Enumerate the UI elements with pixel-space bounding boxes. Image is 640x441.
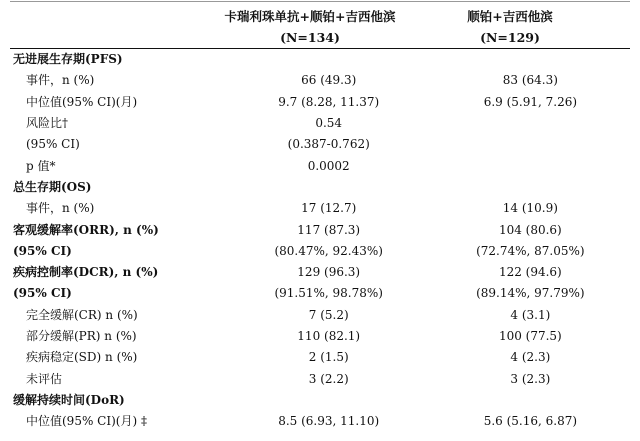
row-label: 缓解持续时间(DoR) [13,392,125,407]
treatment-value: 110 (82.1) [297,329,361,343]
row-label: 中位值(95% CI)(月) [26,94,138,109]
treatment-value: 9.7 (8.28, 11.37) [278,94,380,109]
row-label: (95% CI) [13,286,72,301]
row-label: 总生存期(OS) [13,179,92,194]
control-value: 83 (64.3) [502,73,558,88]
section-row [10,390,630,411]
table-row [10,113,630,134]
header-control-arm-name: 顺铂+吉西他滨 [467,9,553,24]
treatment-value: 66 (49.3) [301,73,357,88]
header-treatment-arm-name: 卡瑞利珠单抗+顺铂+吉西他滨 [224,9,396,24]
header-control-arm-n: (N=129) [480,30,540,45]
row-label: 事件，n (%) [26,201,95,216]
row-label: 疾病稳定(SD) n (%) [26,350,138,365]
table-header [0,6,640,50]
treatment-value: 8.5 (6.93, 11.10) [278,414,380,429]
efficacy-table [10,49,630,432]
table-row [10,368,630,389]
control-value [431,390,630,411]
row-label: 疾病控制率(DCR), n (%) [13,265,159,280]
control-value [431,177,630,198]
control-value [431,113,630,134]
control-value [431,49,630,70]
row-label: (95% CI) [26,137,80,152]
treatment-value: (91.51%, 98.78%) [274,286,383,301]
row-label: 事件，n (%) [26,73,95,88]
control-value: 122 (94.6) [498,265,562,280]
treatment-value [227,390,431,411]
header-treatment-arm-n: (N=134) [280,30,340,45]
row-label: 中位值(95% CI)(月) ‡ [26,414,147,429]
table-row [10,92,630,113]
table-row [10,198,630,219]
control-value: 100 (77.5) [498,329,562,343]
control-value: 6.9 (5.91, 7.26) [483,94,578,109]
treatment-value: (80.47%, 92.43%) [274,243,383,258]
treatment-value: 117 (87.3) [297,222,361,237]
treatment-value: 2 (1.5) [308,350,349,365]
control-value: 3 (2.3) [510,371,551,386]
treatment-value [227,177,431,198]
row-label: (95% CI) [13,243,72,258]
row-label: 无进展生存期(PFS) [13,52,123,67]
control-value: 4 (3.1) [510,307,551,322]
table-row [10,347,630,368]
table-row [10,219,630,240]
row-label: p 值* [26,158,56,173]
row-label: 部分缓解(PR) n (%) [26,329,137,343]
header-control-arm [420,6,600,48]
treatment-value: 0.0002 [307,158,350,173]
treatment-value: 3 (2.2) [308,371,349,386]
control-value: 104 (80.6) [498,222,562,237]
row-label: 完全缓解(CR) n (%) [26,307,138,322]
control-value: (72.74%, 87.05%) [476,243,585,258]
header-treatment-arm [205,6,415,48]
table-row [10,262,630,283]
treatment-value: 129 (96.3) [297,265,361,280]
table-row [10,283,630,304]
table-row [10,411,630,432]
top-rule [10,1,630,2]
table-row [10,155,630,176]
section-row [10,49,630,70]
control-value: 14 (10.9) [502,201,558,216]
control-value: 4 (2.3) [510,350,551,365]
treatment-value: 0.54 [315,116,343,131]
row-label: 未评估 [26,371,63,386]
table-row [10,305,630,326]
treatment-value [227,49,431,70]
treatment-value: 17 (12.7) [301,201,357,216]
table-row [10,70,630,91]
row-label: 客观缓解率(ORR), n (%) [13,222,159,237]
control-value: (89.14%, 97.79%) [476,286,585,301]
section-row [10,177,630,198]
treatment-value: (0.387-0.762) [287,137,370,152]
treatment-value: 7 (5.2) [308,307,349,322]
control-value [431,155,630,176]
row-label: 风险比† [26,116,69,131]
table-row [10,326,630,347]
efficacy-table-body [10,49,630,432]
control-value: 5.6 (5.16, 6.87) [483,414,578,429]
table-row [10,134,630,155]
control-value [431,134,630,155]
table-row [10,241,630,262]
